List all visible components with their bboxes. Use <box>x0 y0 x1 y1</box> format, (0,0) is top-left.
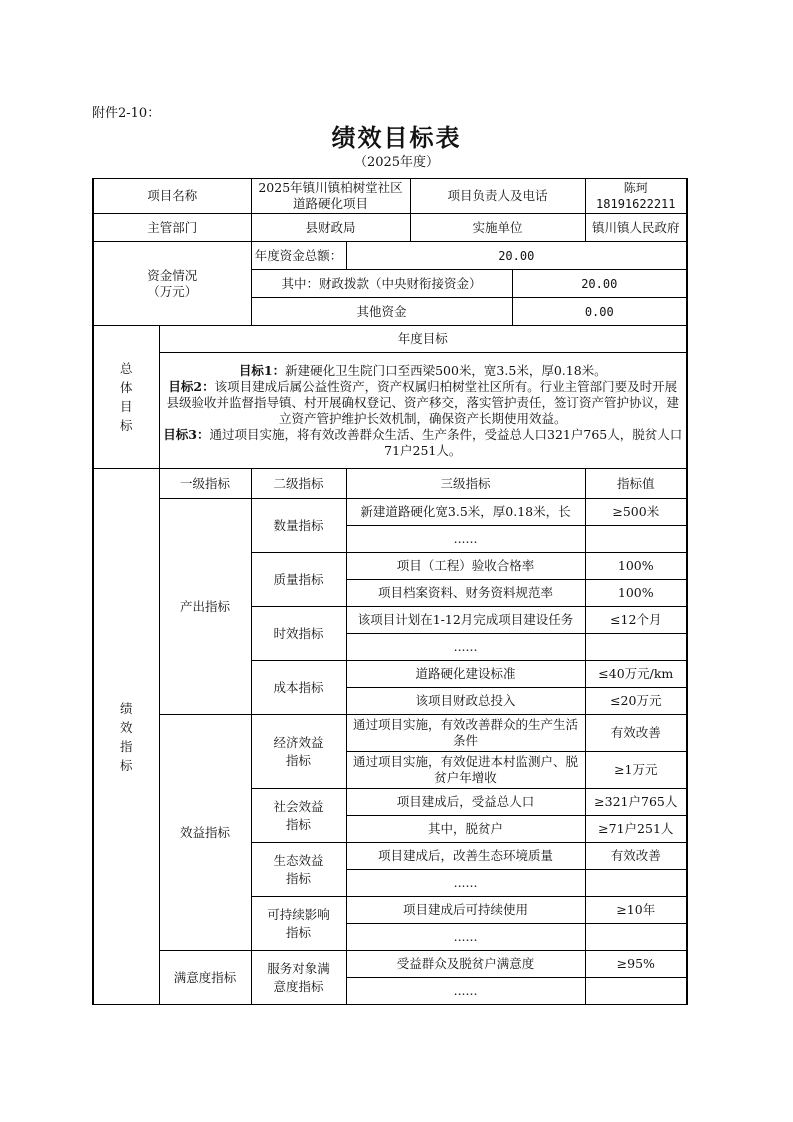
quality-indicator-label: 质量指标 <box>251 553 346 607</box>
social-row-2: 其中，脱贫户 <box>346 816 585 843</box>
fund-total-value: 20.00 <box>346 242 687 270</box>
goal-item-3 <box>163 427 684 459</box>
service-satisfaction-label <box>251 951 346 1005</box>
annex-label: 附件2-10： <box>92 106 161 121</box>
cost-value-1: ≤40万元/km <box>585 661 687 688</box>
performance-target-table <box>92 178 688 1005</box>
economic-row-2: 通过项目实施，有效促进本村监测户、脱贫户年增收 <box>346 752 585 789</box>
goal-label: 目标3： <box>163 426 210 442</box>
goal-item-1 <box>163 363 684 379</box>
goal-label: 目标2： <box>168 378 215 394</box>
cost-row-2: 该项目财政总投入 <box>346 688 585 715</box>
contact-value: 陈珂18191622211 <box>585 179 687 214</box>
cost-indicator-label: 成本指标 <box>251 661 346 715</box>
satisfaction-indicator-label: 满意度指标 <box>159 951 251 1005</box>
perf-side-label <box>93 469 159 1005</box>
header-value: 指标值 <box>585 469 687 499</box>
cost-row-1: 道路硬化建设标准 <box>346 661 585 688</box>
fund-label <box>93 242 251 326</box>
impl-value: 镇川镇人民政府 <box>585 214 687 242</box>
quantity-value-2 <box>585 526 687 553</box>
social-indicator-text: 社会效益指标 <box>273 798 324 832</box>
service-satisfaction-text: 服务对象满意度指标 <box>267 960 330 994</box>
cost-value-2: ≤20万元 <box>585 688 687 715</box>
sustainable-indicator-text: 可持续影响指标 <box>267 906 330 940</box>
economic-row-1: 通过项目实施，有效改善群众的生产生活条件 <box>346 715 585 752</box>
goal-text: 新建硬化卫生院门口至西梁500米，宽3.5米，厚0.18米。 <box>285 362 607 378</box>
sustainable-row-1: 项目建成后可持续使用 <box>346 897 585 924</box>
header-level3: 三级指标 <box>346 469 585 499</box>
fund-fiscal-value: 20.00 <box>512 270 687 298</box>
quality-value-2: 100% <box>585 580 687 607</box>
economic-indicator-text: 经济效益指标 <box>273 734 324 768</box>
satisfaction-value-2 <box>585 978 687 1005</box>
fund-total-label: 年度资金总额： <box>251 242 346 270</box>
timeliness-value-1: ≤12个月 <box>585 607 687 634</box>
goals-content <box>159 353 687 469</box>
timeliness-value-2 <box>585 634 687 661</box>
sustainable-row-2: ...... <box>346 924 585 951</box>
perf-side-label-text: 绩效指标 <box>119 700 133 773</box>
fund-fiscal-label: 其中：财政拨款（中央财衔接资金） <box>251 270 512 298</box>
economic-value-1: 有效改善 <box>585 715 687 752</box>
goals-side-label <box>93 326 159 469</box>
social-indicator-label <box>251 789 346 843</box>
header-level1: 一级指标 <box>159 469 251 499</box>
contact-label: 项目负责人及电话 <box>410 179 585 214</box>
project-name-value: 2025年镇川镇柏树堂社区道路硬化项目 <box>251 179 410 214</box>
fund-label-text: 资金情况 （万元） <box>147 267 198 299</box>
header-level2: 二级指标 <box>251 469 346 499</box>
ecological-value-1: 有效改善 <box>585 843 687 870</box>
fund-other-label: 其他资金 <box>251 298 512 326</box>
timeliness-row-2: ...... <box>346 634 585 661</box>
goals-header: 年度目标 <box>159 326 687 353</box>
timeliness-row-1: 该项目计划在1-12月完成项目建设任务 <box>346 607 585 634</box>
ecological-row-1: 项目建成后，改善生态环境质量 <box>346 843 585 870</box>
output-indicator-label: 产出指标 <box>159 499 251 715</box>
dept-value: 县财政局 <box>251 214 410 242</box>
goal-text: 通过项目实施，将有效改善群众生活、生产条件，受益总人口321户765人，脱贫人口71户251人。 <box>209 426 683 458</box>
satisfaction-row-1: 受益群众及脱贫户满意度 <box>346 951 585 978</box>
quantity-indicator-label: 数量指标 <box>251 499 346 553</box>
ecological-indicator-text: 生态效益指标 <box>273 852 324 886</box>
page-title: 绩效目标表 <box>331 123 462 152</box>
timeliness-indicator-label: 时效指标 <box>251 607 346 661</box>
social-row-1: 项目建成后，受益总人口 <box>346 789 585 816</box>
project-name-label: 项目名称 <box>93 179 251 214</box>
quality-row-2: 项目档案资料、财务资料规范率 <box>346 580 585 607</box>
quantity-row-1: 新建道路硬化宽3.5米，厚0.18米，长 <box>346 499 585 526</box>
sustainable-value-2 <box>585 924 687 951</box>
quantity-value-1: ≥500米 <box>585 499 687 526</box>
ecological-row-2: ...... <box>346 870 585 897</box>
ecological-value-2 <box>585 870 687 897</box>
social-value-2: ≥71户251人 <box>585 816 687 843</box>
quality-value-1: 100% <box>585 553 687 580</box>
goal-label: 目标1： <box>238 362 286 378</box>
economic-value-2: ≥1万元 <box>585 752 687 789</box>
ecological-indicator-label <box>251 843 346 897</box>
quantity-row-2: ...... <box>346 526 585 553</box>
goal-item-2 <box>163 379 684 427</box>
dept-label: 主管部门 <box>93 214 251 242</box>
goals-side-label-text: 总体目标 <box>119 361 133 433</box>
sustainable-value-1: ≥10年 <box>585 897 687 924</box>
fund-other-value: 0.00 <box>512 298 687 326</box>
social-value-1: ≥321户765人 <box>585 789 687 816</box>
economic-indicator-label <box>251 715 346 789</box>
year-subtitle: （2025年度） <box>353 155 440 170</box>
satisfaction-row-2: ...... <box>346 978 585 1005</box>
satisfaction-value-1: ≥95% <box>585 951 687 978</box>
goal-text: 该项目建成后属公益性资产，资产权属归柏树堂社区所有。行业主管部门要及时开展县级验收并监督指导镇、村开展确权登记、资产移交，落实管护责任，签订资产管护协议，建立资产管护维护长效机制，确保资产长期使用效益。 <box>166 378 680 426</box>
impl-label: 实施单位 <box>410 214 585 242</box>
sustainable-indicator-label <box>251 897 346 951</box>
benefit-indicator-label: 效益指标 <box>159 715 251 951</box>
quality-row-1: 项目（工程）验收合格率 <box>346 553 585 580</box>
